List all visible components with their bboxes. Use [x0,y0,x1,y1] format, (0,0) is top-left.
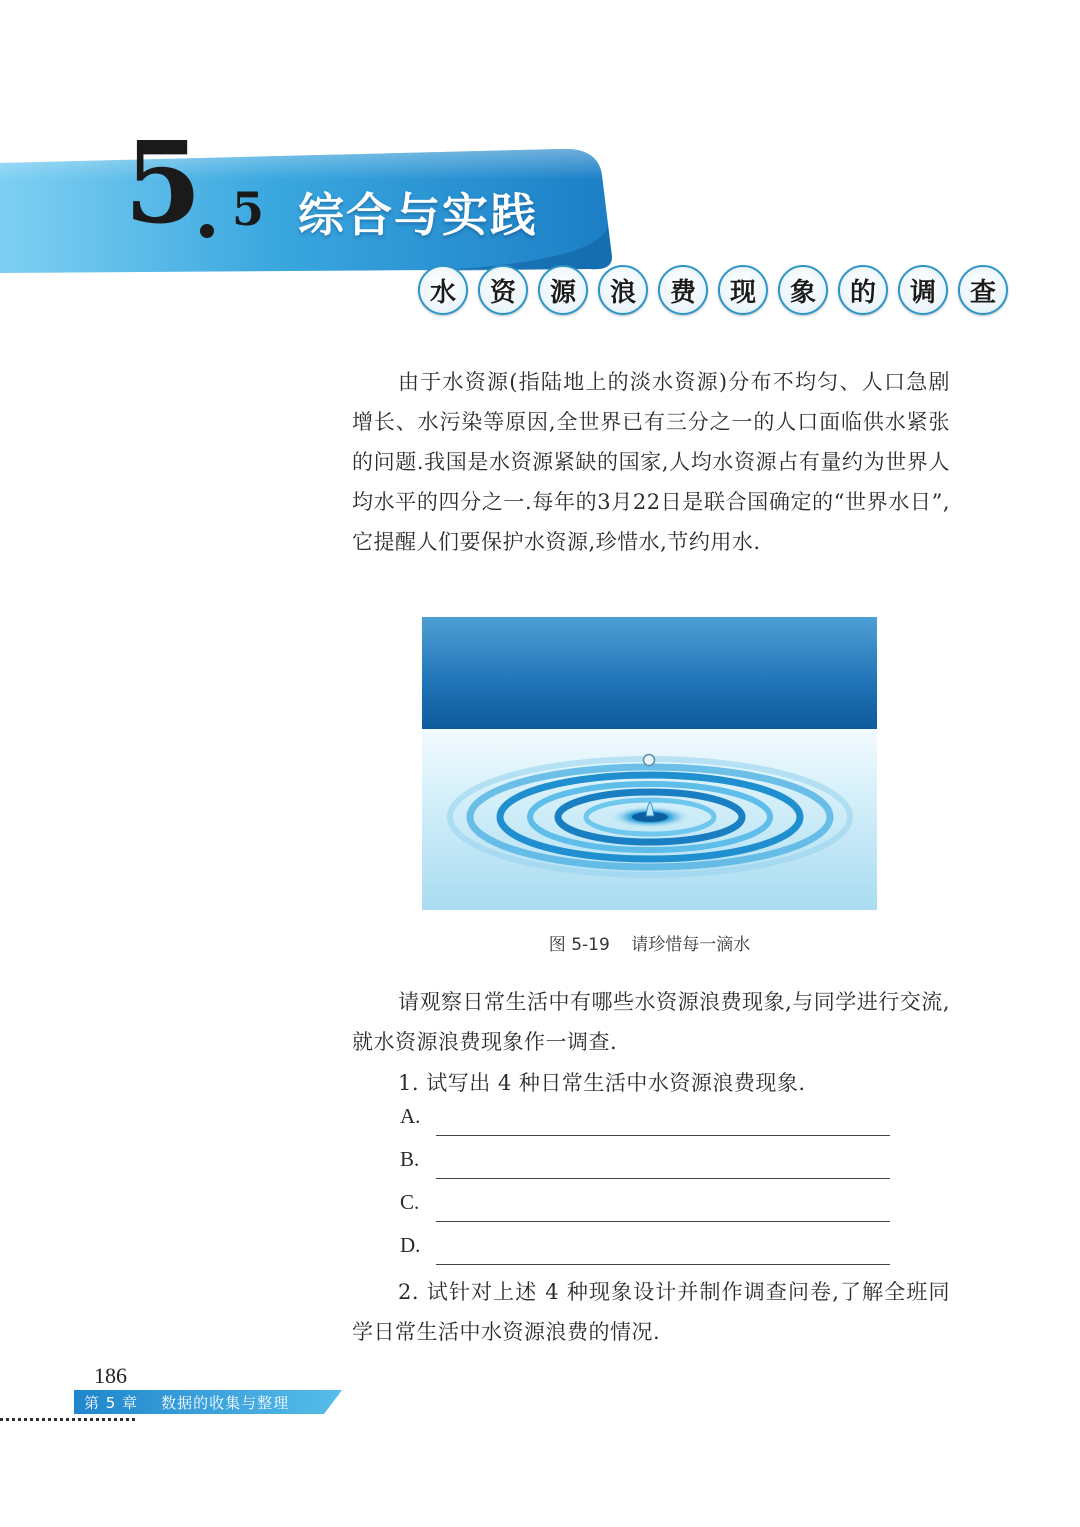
page-number: 186 [94,1363,127,1388]
figure-label: 图 5-19 [548,935,610,955]
figure-caption [422,930,877,955]
question-1: 1. 试写出 4 种日常生活中水资源浪费现象. [398,1071,806,1095]
answer-row-d [400,1229,890,1265]
answer-row-c [400,1186,890,1222]
subtitle-char: 象 [778,265,828,315]
water-drop-figure [422,617,877,910]
section-number-minor: 5 [232,182,265,236]
figure-caption-text: 请珍惜每一滴水 [631,935,751,955]
subtitle-char: 费 [658,265,708,315]
section-title: 综合与实践 [298,188,538,242]
chapter-title: 第 5 章 数据的收集与整理 [84,1394,290,1412]
task-paragraph: 请观察日常生活中有哪些水资源浪费现象,与同学进行交流,就水资源浪费现象作一调查. [352,990,950,1054]
answer-label: A. [400,1104,421,1128]
intro-paragraph: 由于水资源(指陆地上的淡水资源)分布不均匀、人口急剧增长、水污染等原因,全世界已有三分之一的人口面临供水紧张的问题.我国是水资源紧缺的国家,人均水资源占有量约为世界人均水平的四分之一.每年的3月22日是联合国确定的“世界水日”,它提醒人们要保护水资源,珍惜水,节约用水. [352,370,950,554]
subtitle-char: 查 [958,265,1008,315]
footer-dotted-rule [0,1418,135,1421]
subtitle-char: 资 [478,265,528,315]
answer-line[interactable] [436,1264,890,1265]
answer-row-a [400,1100,890,1136]
section-subtitle [418,265,1008,313]
subtitle-char: 水 [418,265,468,315]
answer-line[interactable] [436,1135,890,1136]
answer-line[interactable] [436,1178,890,1179]
subtitle-char: 源 [538,265,588,315]
subtitle-char: 调 [898,265,948,315]
answer-label: B. [400,1147,420,1171]
answer-label: D. [400,1233,421,1257]
section-number-dot [200,224,214,238]
question-2: 2. 试针对上述 4 种现象设计并制作调查问卷,了解全班同学日常生活中水资源浪费的情况. [352,1280,950,1344]
answer-line[interactable] [436,1221,890,1222]
answer-row-b [400,1143,890,1179]
subtitle-char: 的 [838,265,888,315]
answer-label: C. [400,1190,420,1214]
subtitle-char: 浪 [598,265,648,315]
section-number-major: 5 [124,118,196,249]
subtitle-char: 现 [718,265,768,315]
